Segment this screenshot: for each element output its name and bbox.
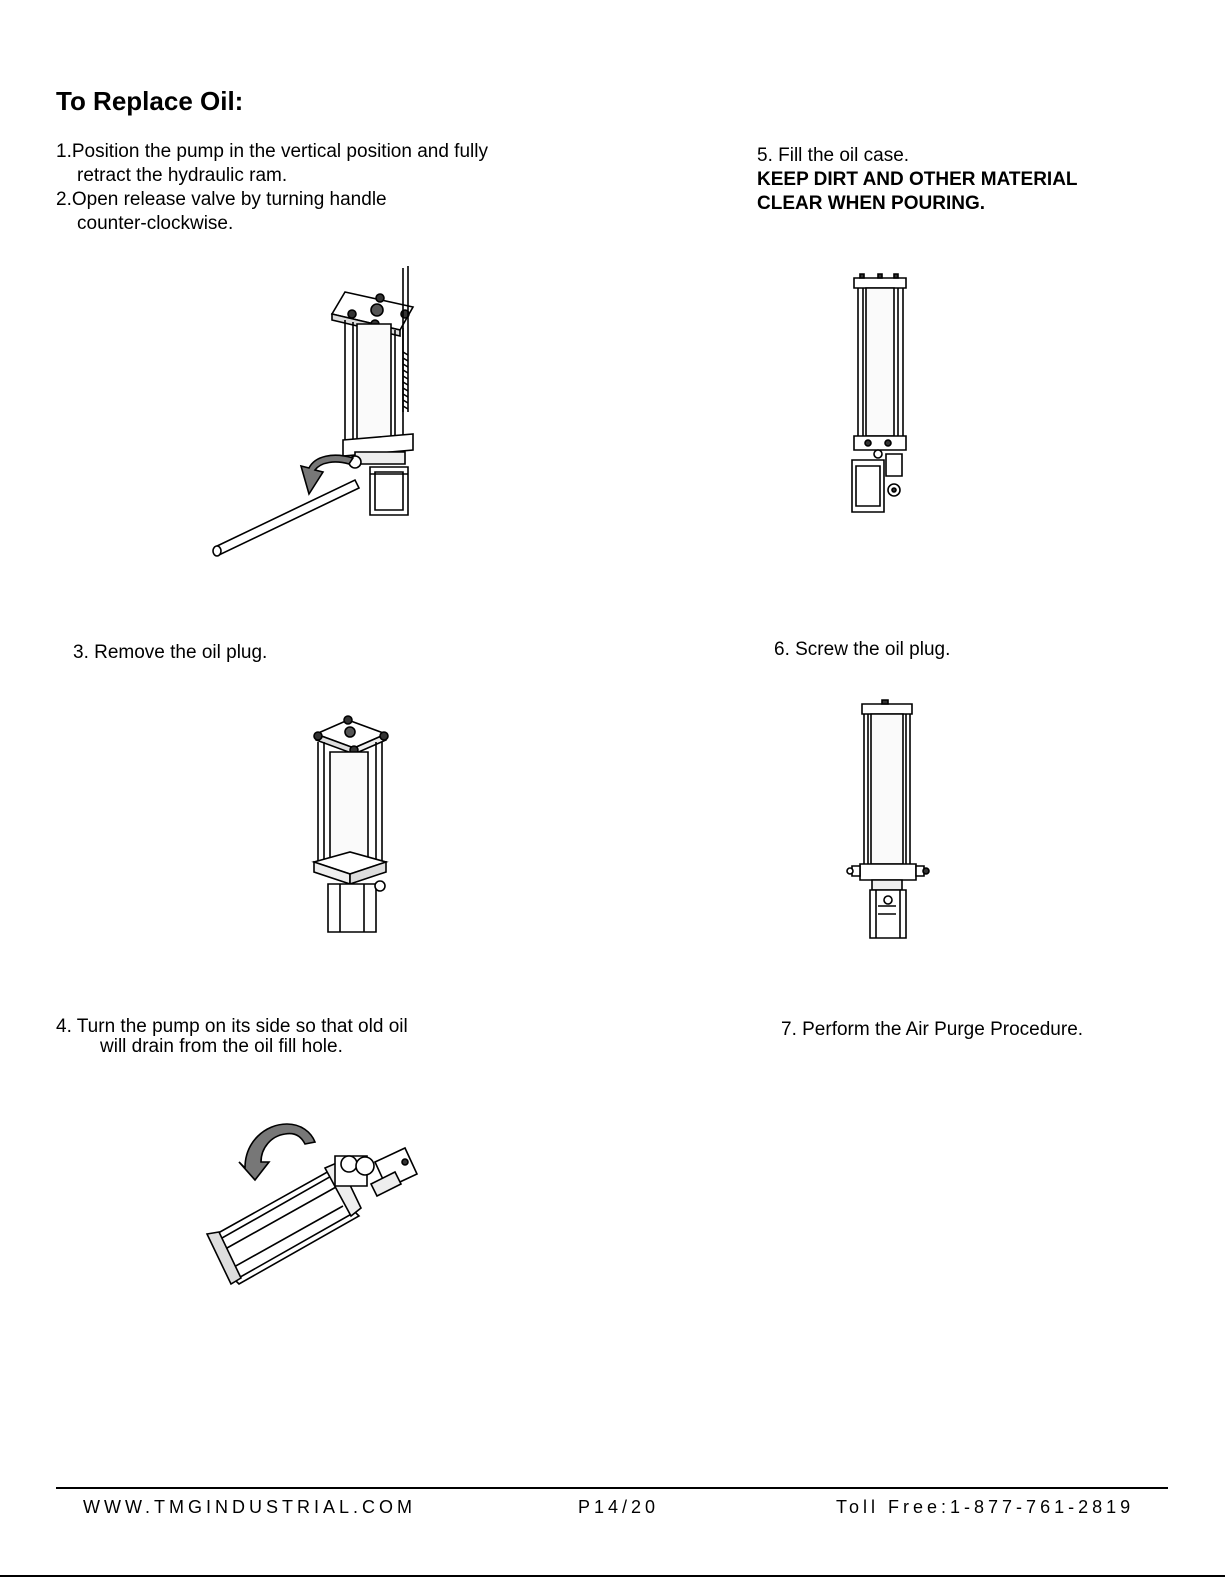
step-5-warning-line-1: KEEP DIRT AND OTHER MATERIAL [757,169,1078,190]
pump-vertical-with-handle-icon [205,262,425,562]
bottom-edge-line [0,1575,1225,1577]
footer-page-number: P14/20 [578,1497,660,1517]
pump-on-side-icon [205,1112,420,1290]
step-2-line-1: 2.Open release valve by turning handle [56,189,387,210]
step-1-line-1: 1.Position the pump in the vertical position and fully [56,141,488,162]
step-6: 6. Screw the oil plug. [774,639,951,660]
pump-front-view-icon [848,272,910,514]
page-title: To Replace Oil: [56,86,244,116]
footer-website: WWW.TMGINDUSTRIAL.COM [83,1497,416,1517]
step-4-line-2: will drain from the oil fill hole. [100,1036,343,1057]
pump-vertical-icon [310,712,390,934]
pump-front-view-with-knobs-icon [846,700,930,942]
footer-divider [56,1487,1168,1489]
step-2-line-2: counter-clockwise. [77,213,234,234]
step-5-warning-line-2: CLEAR WHEN POURING. [757,193,985,214]
step-4-line-1: 4. Turn the pump on its side so that old oil [56,1016,408,1037]
step-7: 7. Perform the Air Purge Procedure. [781,1019,1084,1040]
step-3: 3. Remove the oil plug. [73,642,268,663]
step-5: 5. Fill the oil case. [757,145,910,166]
step-1-line-2: retract the hydraulic ram. [77,165,288,186]
footer-phone: Toll Free:1-877-761-2819 [836,1497,1135,1517]
